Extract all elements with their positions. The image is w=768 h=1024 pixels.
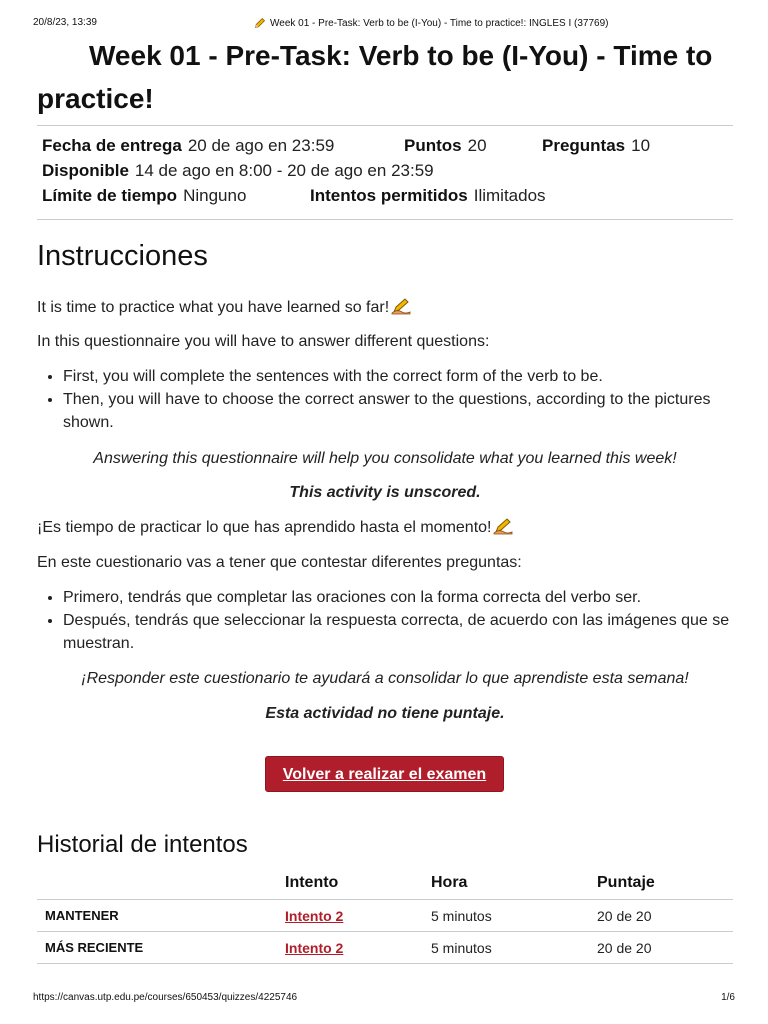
column-header-attempt: Intento [277, 867, 423, 900]
pencil-icon [254, 17, 266, 29]
availability [42, 160, 434, 182]
unscored-en: This activity is unscored. [289, 484, 481, 501]
due-value: 20 de ago en 23:59 [187, 136, 335, 155]
table-header-row [37, 867, 733, 900]
print-url: https://canvas.utp.edu.pe/courses/650453/quizzes/4225746 [33, 992, 298, 1003]
attempt-link[interactable]: Intento 2 [285, 939, 344, 956]
available-label: Disponible [42, 161, 129, 180]
column-header [37, 867, 277, 900]
questions-label: Preguntas [542, 136, 626, 155]
lead-es: En este cuestionario vas a tener que contestar diferentes preguntas: [37, 554, 522, 571]
attempts-label: Intentos permitidos [310, 186, 468, 205]
writing-hand-icon [493, 517, 513, 535]
due-date [42, 135, 334, 157]
time-limit-label: Límite de tiempo [42, 186, 178, 205]
list-item: • Then, you will have to choose the correct answer to the questions, according to the pictures shown. [63, 388, 763, 434]
due-label: Fecha de entrega [42, 136, 182, 155]
attempt-link[interactable]: Intento 2 [285, 907, 344, 924]
questions [542, 135, 650, 157]
column-header-score: Puntaje [589, 867, 733, 900]
points [404, 135, 487, 157]
quiz-details-row-3 [42, 185, 732, 207]
score-cell: 20 de 20 [589, 932, 733, 964]
divider [37, 125, 733, 126]
intro-en-text: It is time to practice what you have learned so far! [37, 299, 390, 316]
attempt-history-table [37, 867, 733, 964]
print-header [0, 17, 768, 31]
attempt-cell [277, 932, 423, 964]
attempt-history-heading: Historial de intentos [37, 831, 248, 858]
intro-en [37, 297, 733, 319]
list-item: • Después, tendrás que seleccionar la respuesta correcta, de acuerdo con las imágenes que se muestran. [63, 609, 763, 655]
unscored-es: Esta actividad no tiene puntaje. [265, 705, 505, 722]
row-label: MANTENER [37, 900, 277, 932]
table-row [37, 900, 733, 932]
page-title: Week 01 - Pre-Task: Verb to be (I-You) - Time to practice! [37, 40, 713, 114]
print-tab-title [254, 17, 608, 29]
quiz-details-row-2 [42, 160, 732, 182]
print-footer [0, 992, 768, 1006]
print-page-count: 1/6 [721, 992, 735, 1003]
lead-en: In this questionnaire you will have to answer different questions: [37, 333, 490, 350]
intro-es-text: ¡Es tiempo de practicar lo que has aprendido hasta el momento! [37, 519, 492, 536]
attempts-allowed [310, 185, 546, 207]
print-datetime: 20/8/23, 13:39 [33, 17, 97, 28]
bullets-en [37, 365, 763, 434]
time-cell: 5 minutos [423, 900, 589, 932]
print-tab-title-text: Week 01 - Pre-Task: Verb to be (I-You) - Time to practice!: INGLES I (37769) [270, 17, 609, 29]
points-value: 20 [467, 136, 487, 155]
time-limit [42, 185, 246, 207]
score-cell: 20 de 20 [589, 900, 733, 932]
attempt-cell [277, 900, 423, 932]
note-es: ¡Responder este cuestionario te ayudará a consolidar lo que aprendiste esta semana! [81, 670, 689, 687]
divider [37, 219, 733, 220]
instructions-heading: Instrucciones [37, 240, 208, 272]
row-label: MÁS RECIENTE [37, 932, 277, 964]
time-cell: 5 minutos [423, 932, 589, 964]
note-en: Answering this questionnaire will help you consolidate what you learned this week! [93, 450, 677, 467]
time-limit-value: Ninguno [183, 186, 247, 205]
attempts-value: Ilimitados [473, 186, 546, 205]
bullets-es [37, 586, 763, 655]
questions-value: 10 [631, 136, 651, 155]
available-value: 14 de ago en 8:00 - 20 de ago en 23:59 [134, 161, 434, 180]
writing-hand-icon [391, 297, 411, 315]
list-item: • First, you will complete the sentences with the correct form of the verb to be. [63, 365, 763, 388]
list-item: • Primero, tendrás que completar las oraciones con la forma correcta del verbo ser. [63, 586, 763, 609]
quiz-details-row-1 [42, 135, 732, 157]
column-header-time: Hora [423, 867, 589, 900]
points-label: Puntos [404, 136, 462, 155]
table-row [37, 932, 733, 964]
retake-quiz-button[interactable]: Volver a realizar el examen [265, 756, 504, 792]
intro-es [37, 517, 733, 539]
